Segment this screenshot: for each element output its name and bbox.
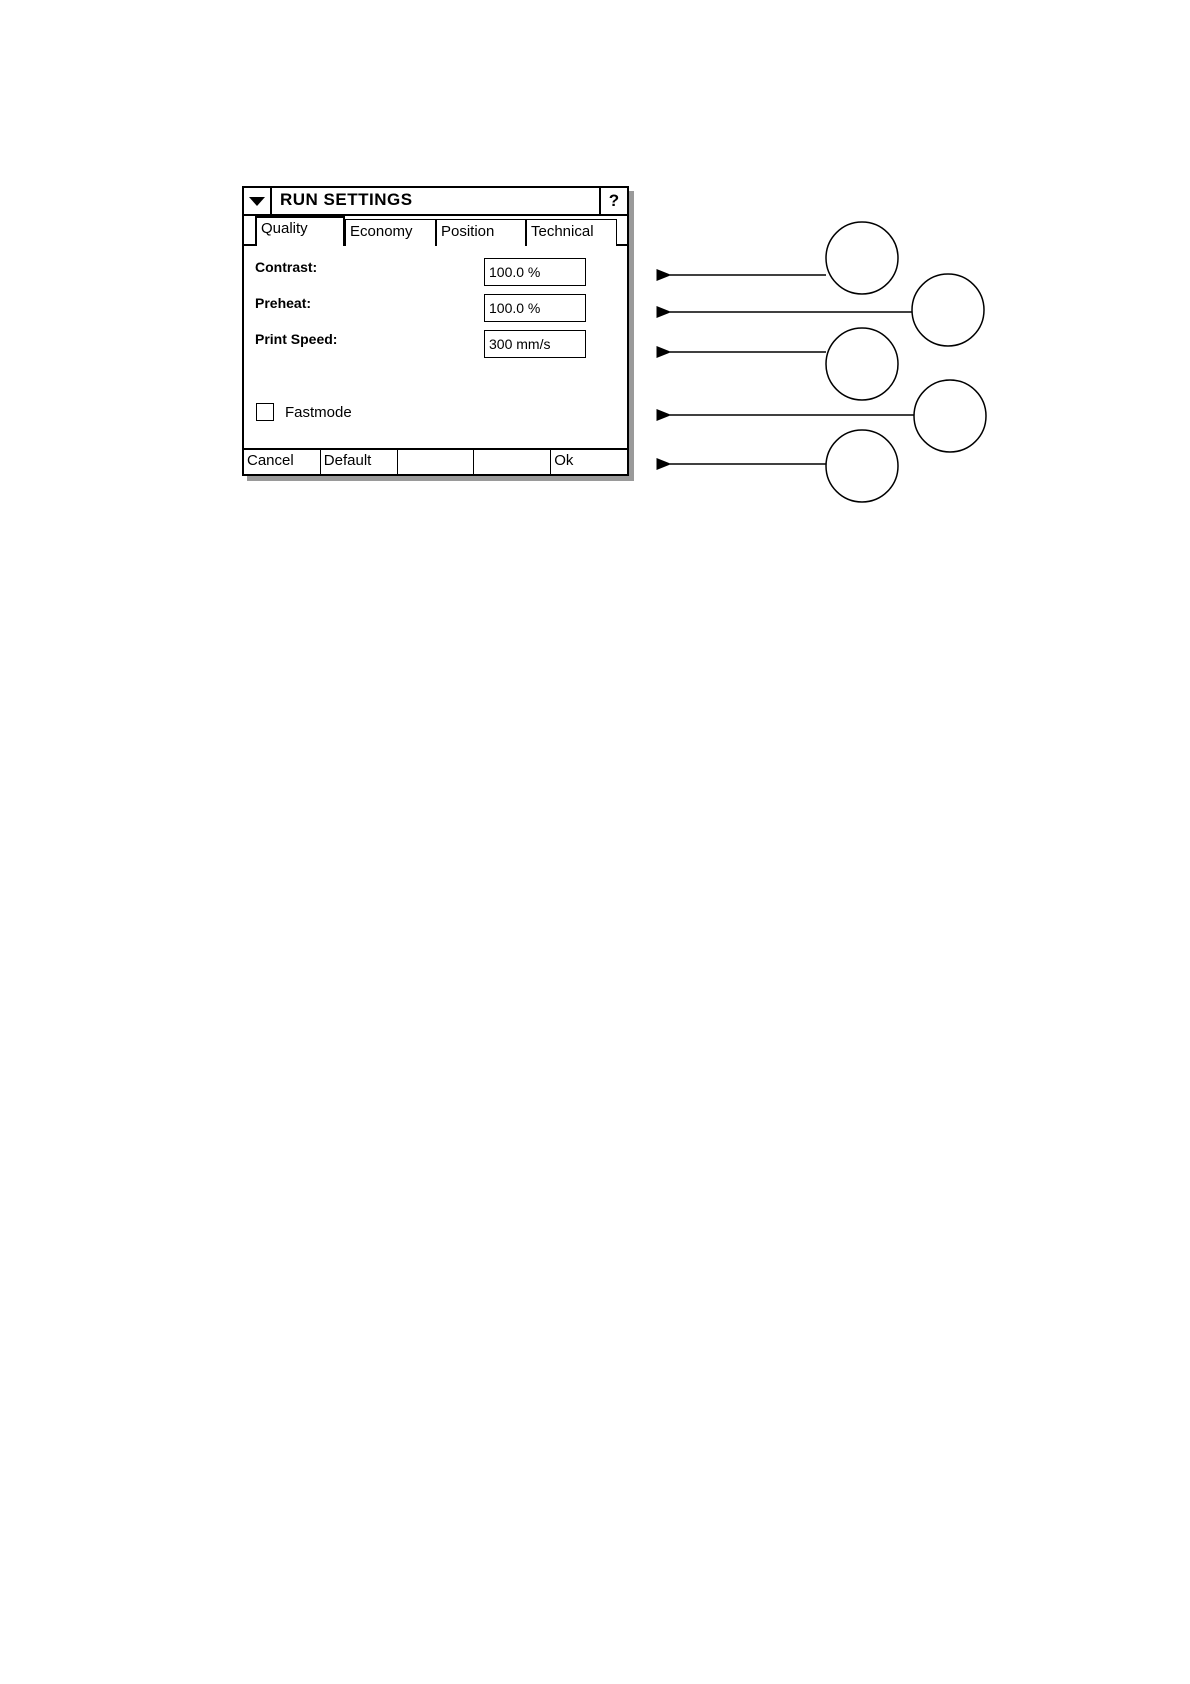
softkey-empty-2[interactable] — [474, 450, 551, 474]
window-title: RUN SETTINGS — [280, 190, 413, 209]
callout-5 — [670, 430, 898, 502]
fastmode-label: Fastmode — [285, 404, 352, 421]
preheat-input[interactable] — [484, 294, 586, 322]
softkey-bar — [244, 448, 627, 474]
print-speed-input[interactable] — [484, 330, 586, 358]
callout-2 — [670, 274, 984, 346]
callout-4 — [670, 380, 986, 452]
tab-technical[interactable]: Technical — [526, 219, 617, 246]
menu-button[interactable] — [244, 188, 272, 214]
tab-economy[interactable]: Economy — [345, 219, 436, 246]
ok-button[interactable]: Ok — [554, 452, 574, 469]
contrast-input[interactable] — [484, 258, 586, 286]
help-button[interactable]: ? — [599, 188, 627, 214]
tab-bar — [244, 216, 627, 246]
softkey-empty-1[interactable] — [398, 450, 475, 474]
cancel-button[interactable]: Cancel — [244, 450, 321, 474]
tab-position[interactable]: Position — [436, 219, 526, 246]
callout-1 — [670, 222, 898, 294]
contrast-label: Contrast: — [255, 259, 318, 275]
default-button[interactable]: Default — [321, 450, 398, 474]
tab-quality[interactable]: Quality — [255, 216, 345, 246]
run-settings-dialog — [242, 186, 629, 476]
triangle-down-icon — [248, 195, 266, 207]
preheat-label: Preheat: — [255, 295, 312, 311]
title-bar — [244, 188, 627, 216]
print-speed-label: Print Speed: — [255, 331, 338, 347]
fastmode-checkbox[interactable] — [256, 403, 274, 421]
callout-3 — [670, 328, 898, 400]
